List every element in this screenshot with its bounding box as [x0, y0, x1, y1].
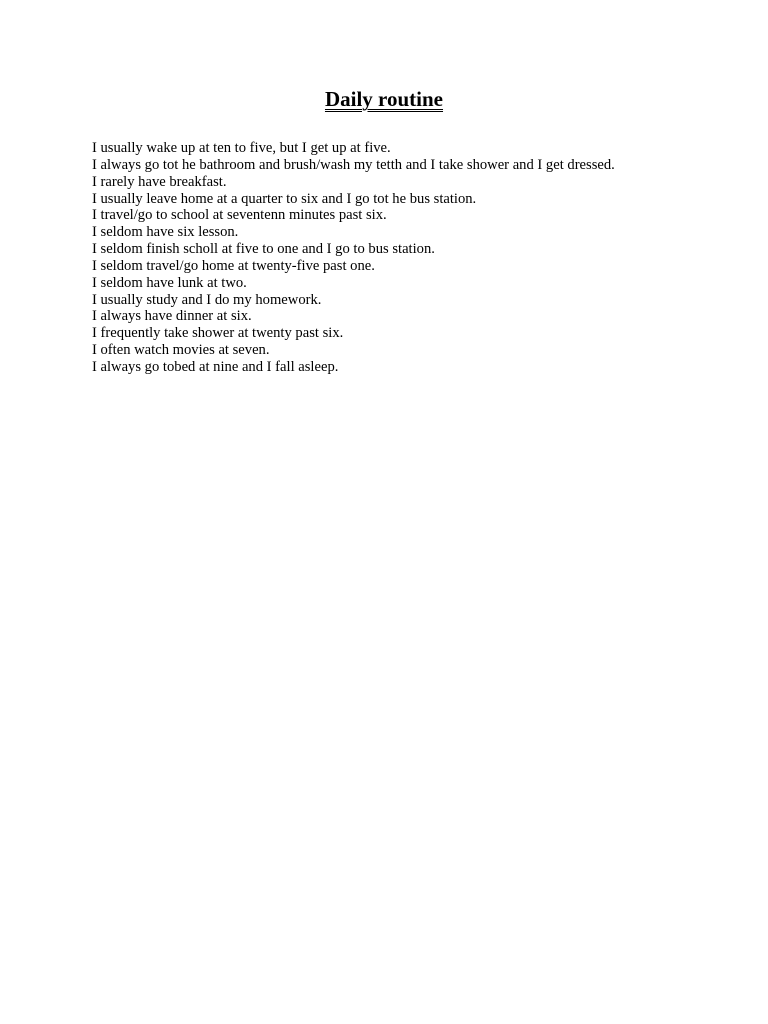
routine-line: I frequently take shower at twenty past six. [92, 325, 344, 342]
routine-line: I rarely have breakfast. [92, 173, 227, 190]
routine-line: I often watch movies at seven. [92, 342, 270, 359]
routine-line: I seldom travel/go home at twenty-five past one. [92, 257, 375, 274]
routine-line: I seldom finish scholl at five to one and I go to bus station. [92, 241, 435, 258]
routine-line: I usually wake up at ten to five, but I get up at five. [92, 140, 391, 156]
routine-line: I travel/go to school at seventenn minutes past six. [92, 207, 387, 224]
routine-line: I always go tobed at nine and I fall asleep. [92, 358, 339, 375]
routine-line: I usually leave home at a quarter to six and I go tot he bus station. [92, 190, 477, 207]
routine-line: I always have dinner at six. [92, 308, 252, 325]
routine-line: I always go tot he bathroom and brush/wash my tetth and I take shower and I get dressed. [92, 156, 615, 173]
routine-line: I usually study and I do my homework. [92, 291, 322, 308]
routine-line: I seldom have lunk at two. [92, 274, 247, 291]
routine-list [92, 140, 732, 376]
routine-line: I seldom have six lesson. [92, 224, 239, 241]
document-title-text: Daily routine [324, 87, 444, 111]
document-title [0, 86, 768, 112]
